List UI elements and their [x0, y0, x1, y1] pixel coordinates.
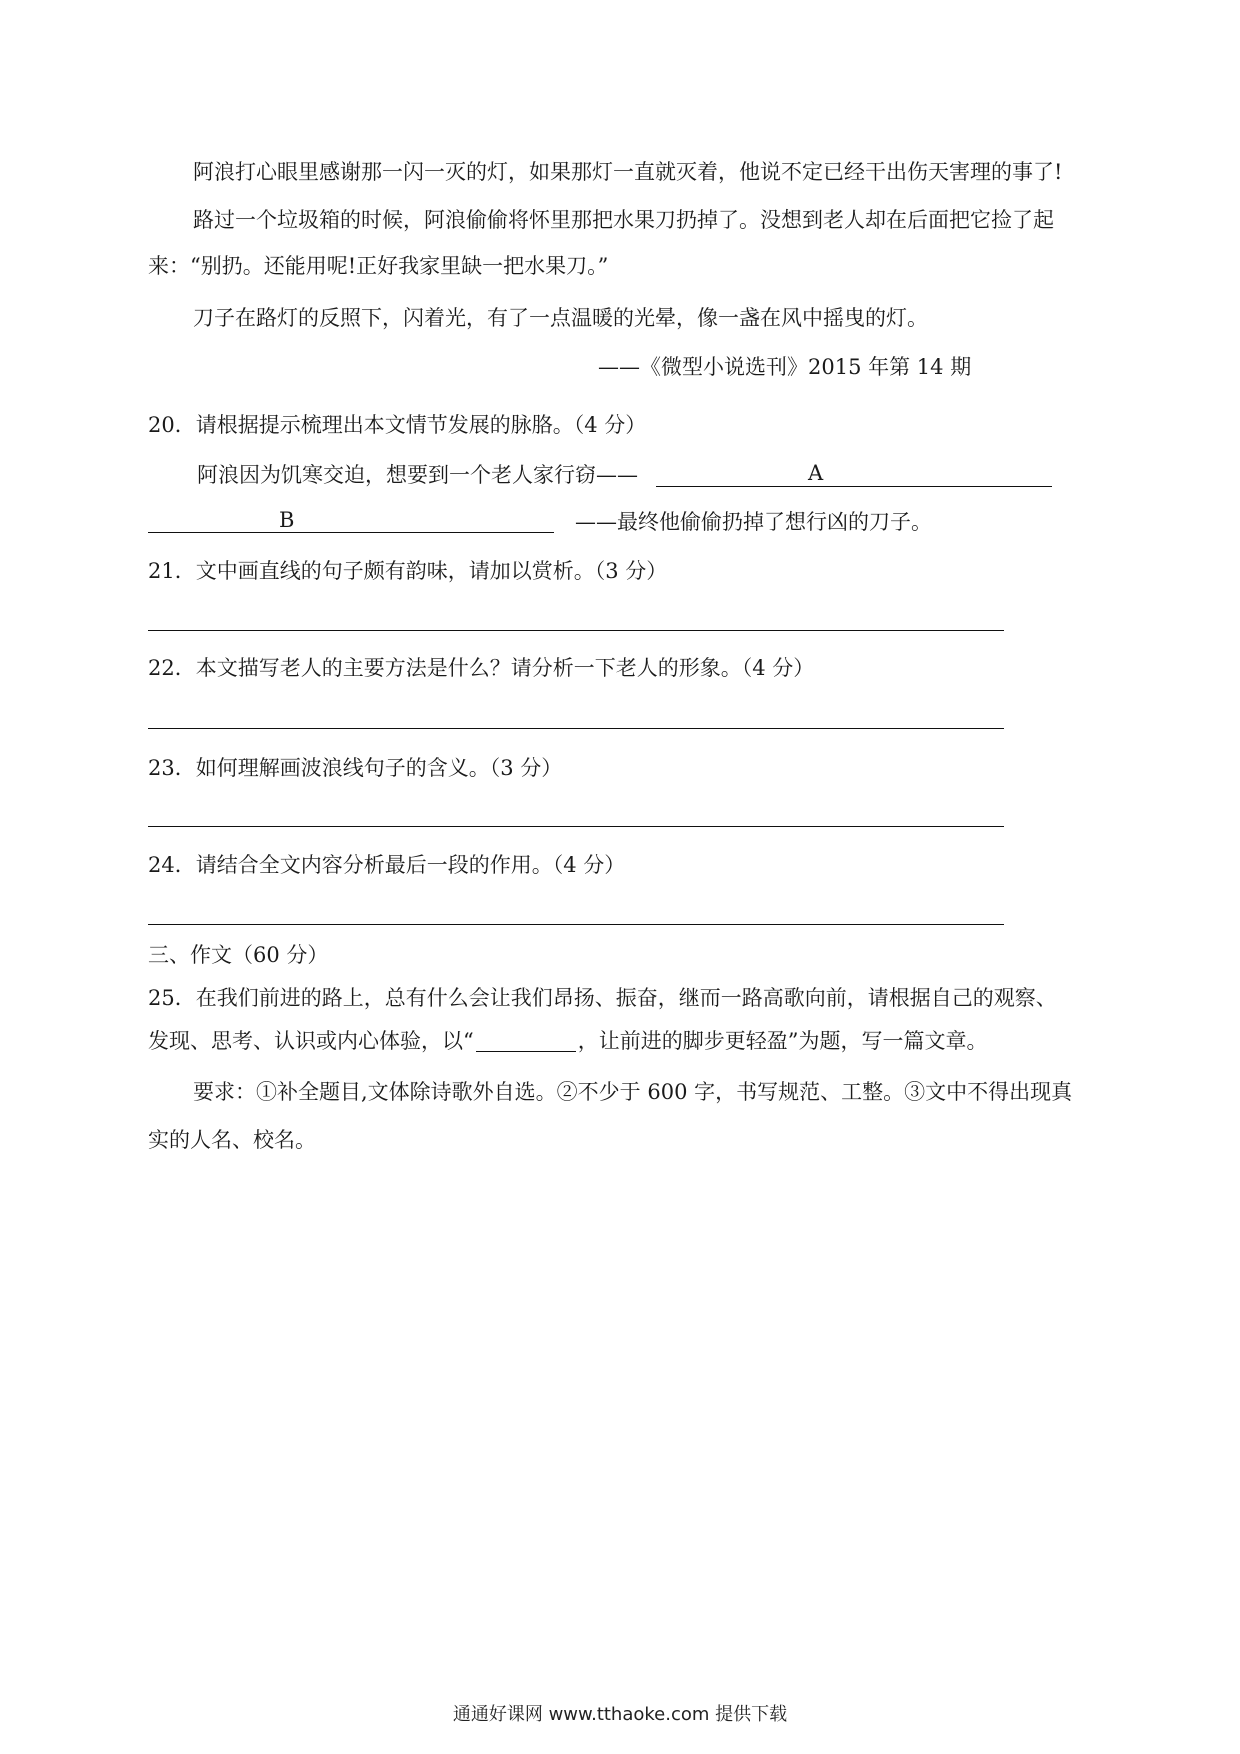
question-24-answer-line[interactable]	[148, 924, 1004, 925]
question-23-answer-line[interactable]	[148, 826, 1004, 827]
question-25-line-2-after: ，让前进的脚步更轻盈”为题，写一篇文章。	[577, 1029, 988, 1053]
question-25-line-2-before: 发现、思考、认识或内心体验，以“	[148, 1029, 474, 1053]
question-20-line-2-text: ——最终他偷偷扔掉了想行凶的刀子。	[575, 510, 932, 534]
question-20-line-1-text: 阿浪因为饥寒交迫，想要到一个老人家行窃——	[197, 463, 638, 487]
story-paragraph-1: 阿浪打心眼里感谢那一闪一灭的灯，如果那灯一直就灭着，他说不定已经干出伤天害理的事了!	[193, 160, 1063, 184]
question-21-answer-line[interactable]	[148, 630, 1004, 631]
essay-requirements-line-2: 实的人名、校名。	[148, 1128, 316, 1152]
question-22-answer-line[interactable]	[148, 728, 1004, 729]
essay-requirements-line-1: 要求：①补全题目,文体除诗歌外自选。②不少于 600 字，书写规范、工整。③文中不得出现真	[193, 1080, 1073, 1104]
story-paragraph-3: 刀子在路灯的反照下，闪着光，有了一点温暖的光晕，像一盏在风中摇曳的灯。	[193, 306, 928, 330]
story-source: ——《微型小说选刊》2015 年第 14 期	[598, 355, 972, 379]
page-footer: 通通好课网 www.tthaoke.com 提供下载	[452, 1704, 788, 1725]
question-22-prompt: 22．本文描写老人的主要方法是什么？请分析一下老人的形象。（4 分）	[148, 656, 815, 680]
story-paragraph-2-line-1: 路过一个垃圾箱的时候，阿浪偷偷将怀里那把水果刀扔掉了。没想到老人却在后面把它捡了起	[193, 208, 1054, 232]
question-23-prompt: 23．如何理解画波浪线句子的含义。（3 分）	[148, 756, 563, 780]
question-20-prompt: 20．请根据提示梳理出本文情节发展的脉胳。（4 分）	[148, 413, 647, 437]
question-20-answer-line-a[interactable]	[656, 486, 1052, 487]
question-20-blank-b-label: B	[279, 508, 295, 532]
question-24-prompt: 24．请结合全文内容分析最后一段的作用。（4 分）	[148, 853, 626, 877]
question-21-prompt: 21．文中画直线的句子颇有韵味，请加以赏析。（3 分）	[148, 559, 668, 583]
question-20-blank-a-label: A	[808, 461, 824, 485]
essay-section-title: 三、作文（60 分）	[148, 943, 329, 967]
essay-title-blank[interactable]	[476, 1051, 576, 1052]
question-25-line-1: 25．在我们前进的路上，总有什么会让我们昂扬、振奋，继而一路高歌向前，请根据自己的观察、	[148, 986, 1057, 1010]
question-25-line-2	[148, 1031, 987, 1052]
question-20-answer-line-b[interactable]	[148, 532, 554, 533]
story-paragraph-2-line-2: 来：“别扔。还能用呢!正好我家里缺一把水果刀。”	[148, 254, 609, 278]
